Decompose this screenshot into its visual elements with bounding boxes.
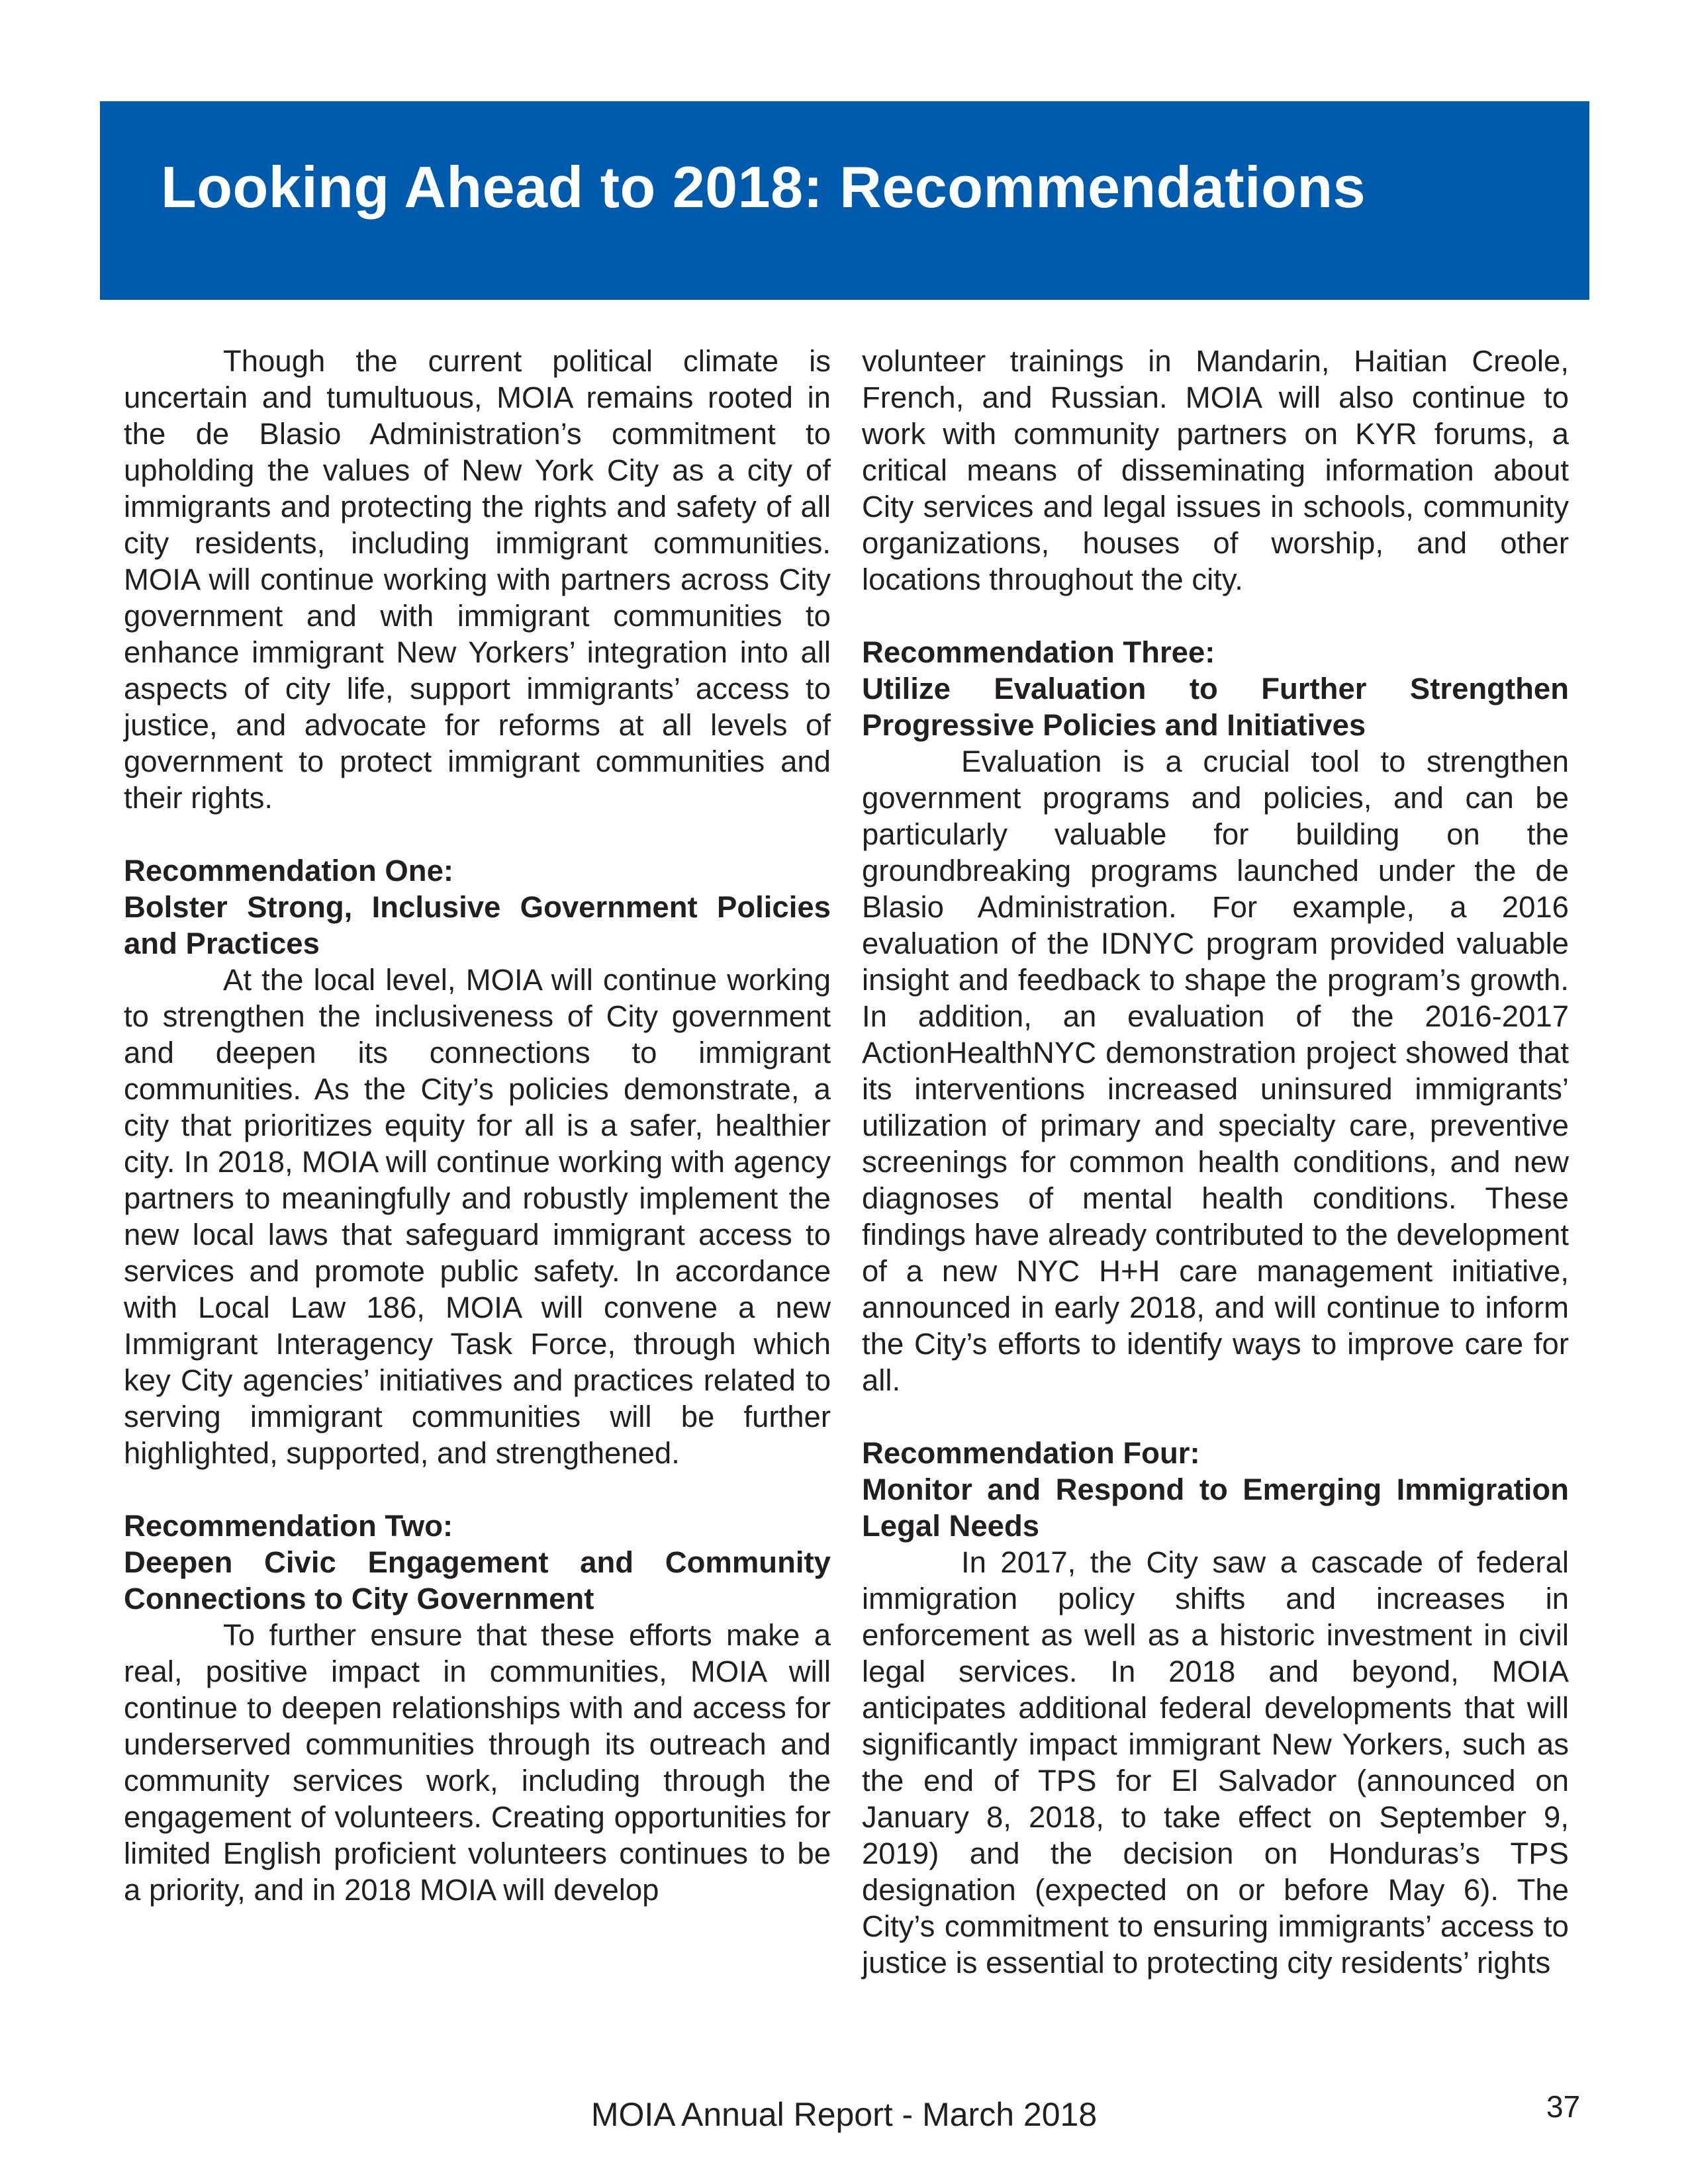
recommendation-three-label: Recommendation Three: [862, 635, 1215, 669]
recommendation-two-body-continued: volunteer trainings in Mandarin, Haitian Creole, French, and Russian. MOIA will also continue to work with community partners on KYR forums, a critical means of disseminating information about City services and legal issues in schools, community organizations, houses of worship, and other locations throughout the city. [862, 344, 1569, 596]
intro-paragraph: Though the current political climate is uncertain and tumultuous, MOIA remains rooted in the de Blasio Administration’s commitment to upholding the values of New York City as a city of immigrants and protecting the rights and safety of all city residents, including immigrant communities. MOIA will continue working with partners across City government and with immigrant communities to enhance immigrant New Yorkers’ integration into all aspects of city life, support immigrants’ access to justice, and advocate for reforms at all levels of government to protect immigrant communities and their rights. [124, 344, 831, 815]
recommendation-one-label: Recommendation One: [124, 854, 454, 887]
header-banner [100, 101, 1589, 300]
page-title: Looking Ahead to 2018: Recommendations [161, 154, 1366, 220]
recommendation-four-label: Recommendation Four: [862, 1436, 1200, 1470]
recommendation-three-title: Utilize Evaluation to Further Strengthen Progressive Policies and Initiatives [862, 672, 1569, 742]
left-column [124, 343, 831, 1908]
recommendation-two-label: Recommendation Two: [124, 1509, 453, 1543]
recommendation-four-body: In 2017, the City saw a cascade of federal immigration policy shifts and increases in enforcement as well as a historic investment in civil legal services. In 2018 and beyond, MOIA anticipates additional federal developments that will significantly impact immigrant New Yorkers, such as the end of TPS for El Salvador (announced on January 8, 2018, to take effect on September 9, 2019) and the decision on Honduras’s TPS designation (expected on or before May 6). The City’s commitment to ensuring immigrants’ access to justice is essential to protecting city residents’ rights [862, 1545, 1569, 1979]
recommendation-two-body: To further ensure that these efforts make a real, positive impact in communities, MOIA will continue to deepen relationships with and access for underserved communities through its outreach and community services work, including through the engagement of volunteers. Creating opportunities for limited English proficient volunteers continues to be a priority, and in 2018 MOIA will develop [124, 1618, 831, 1907]
recommendation-one-title: Bolster Strong, Inclusive Government Policies and Practices [124, 890, 831, 960]
recommendation-one-body: At the local level, MOIA will continue working to strengthen the inclusiveness of City government and deepen its connections to immigrant communities. As the City’s policies demonstrate, a city that prioritizes equity for all is a safer, healthier city. In 2018, MOIA will continue working with agency partners to meaningfully and robustly implement the new local laws that safeguard immigrant access to services and promote public safety. In accordance with Local Law 186, MOIA will convene a new Immigrant Interagency Task Force, through which key City agencies’ initiatives and practices related to serving immigrant communities will be further highlighted, supported, and strengthened. [124, 963, 831, 1470]
footer-report-title: MOIA Annual Report - March 2018 [590, 2096, 1098, 2133]
recommendation-two-title: Deepen Civic Engagement and Community Connections to City Government [124, 1545, 831, 1615]
right-column [862, 343, 1569, 1981]
recommendation-four-title: Monitor and Respond to Emerging Immigration Legal Needs [862, 1473, 1569, 1543]
page-number: 37 [1546, 2089, 1581, 2124]
recommendation-three-body: Evaluation is a crucial tool to strengthen government programs and policies, and can be particularly valuable for building on the groundbreaking programs launched under the de Blasio Administration. For example, a 2016 evaluation of the IDNYC program provided valuable insight and feedback to shape the program’s growth. In addition, an evaluation of the 2016-2017 ActionHealthNYC demonstration project showed that its interventions increased uninsured immigrants’ utilization of primary and specialty care, preventive screenings for common health conditions, and new diagnoses of mental health conditions. These findings have already contributed to the development of a new NYC H+H care management initiative, announced in early 2018, and will continue to inform the City’s efforts to identify ways to improve care for all. [862, 745, 1569, 1397]
